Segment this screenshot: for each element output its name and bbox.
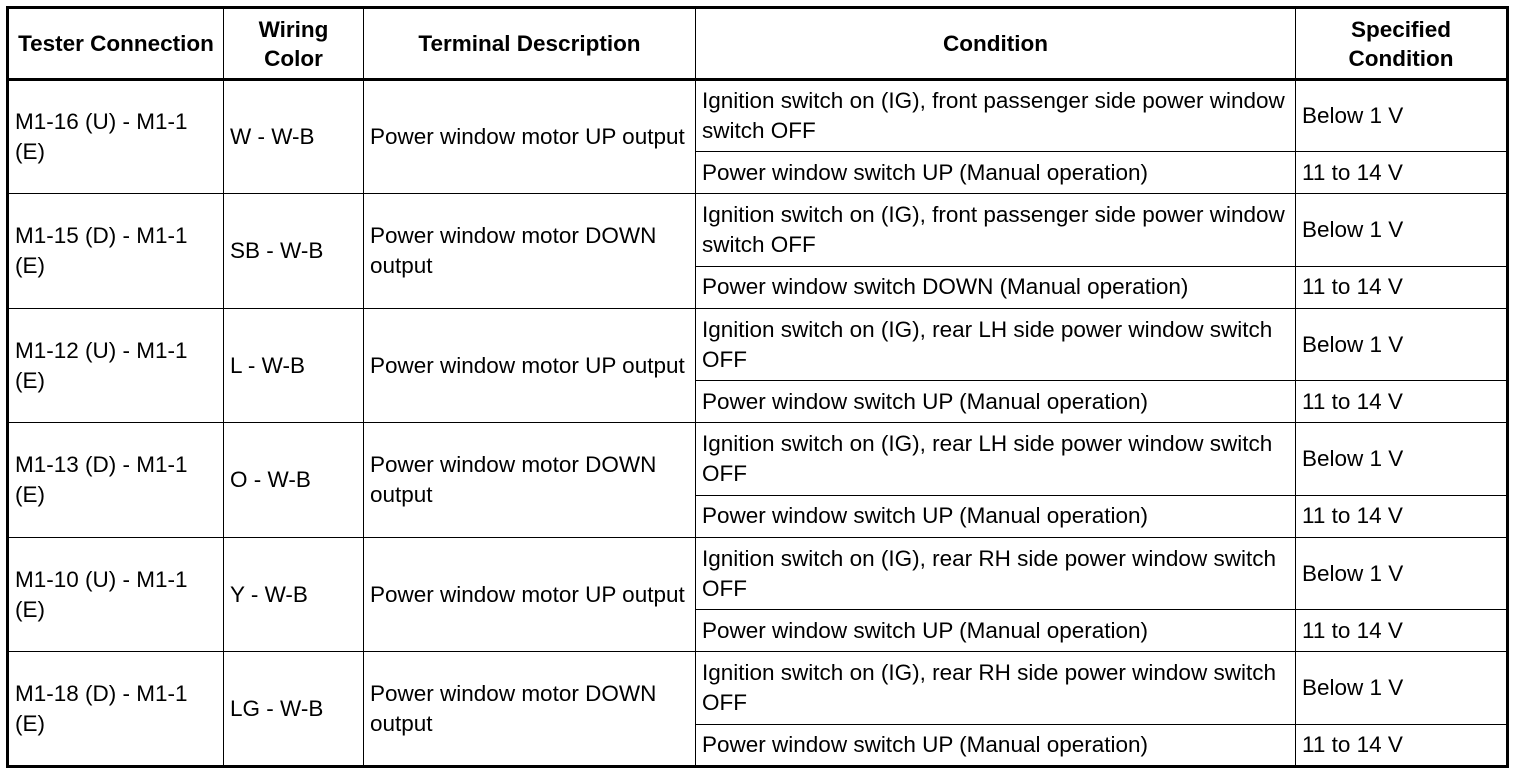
specified-condition-cell: 11 to 14 V <box>1296 152 1508 194</box>
header-tester-connection: Tester Connection <box>8 8 224 80</box>
table-row <box>8 194 1508 266</box>
specified-condition-cell: 11 to 14 V <box>1296 381 1508 423</box>
terminal-description-cell: Power window motor UP output <box>364 80 696 194</box>
condition-cell: Power window switch UP (Manual operation) <box>696 381 1296 423</box>
specified-condition-cell: Below 1 V <box>1296 423 1508 495</box>
specified-condition-cell: Below 1 V <box>1296 652 1508 724</box>
specified-condition-cell: 11 to 14 V <box>1296 495 1508 537</box>
tester-connection-cell: M1-13 (D) - M1-1 (E) <box>8 423 224 537</box>
header-specified-condition: Specified Condition <box>1296 8 1508 80</box>
condition-cell: Power window switch UP (Manual operation) <box>696 495 1296 537</box>
condition-cell: Power window switch UP (Manual operation) <box>696 152 1296 194</box>
table-row <box>8 80 1508 152</box>
wiring-color-cell: Y - W-B <box>224 537 364 651</box>
specified-condition-cell: 11 to 14 V <box>1296 610 1508 652</box>
header-terminal-description: Terminal Description <box>364 8 696 80</box>
condition-cell: Ignition switch on (IG), rear LH side power window switch OFF <box>696 423 1296 495</box>
terminal-description-cell: Power window motor DOWN output <box>364 652 696 767</box>
terminal-description-cell: Power window motor UP output <box>364 537 696 651</box>
condition-cell: Ignition switch on (IG), front passenger side power window switch OFF <box>696 80 1296 152</box>
specified-condition-cell: Below 1 V <box>1296 194 1508 266</box>
terminal-description-cell: Power window motor DOWN output <box>364 423 696 537</box>
specified-condition-cell: 11 to 14 V <box>1296 724 1508 766</box>
header-row <box>8 8 1508 80</box>
condition-cell: Power window switch DOWN (Manual operation) <box>696 266 1296 308</box>
wiring-color-cell: LG - W-B <box>224 652 364 767</box>
wiring-color-cell: L - W-B <box>224 308 364 422</box>
table-row <box>8 423 1508 495</box>
condition-cell: Power window switch UP (Manual operation) <box>696 610 1296 652</box>
table-row <box>8 308 1508 380</box>
tester-connection-cell: M1-16 (U) - M1-1 (E) <box>8 80 224 194</box>
condition-cell: Ignition switch on (IG), front passenger side power window switch OFF <box>696 194 1296 266</box>
specified-condition-cell: Below 1 V <box>1296 308 1508 380</box>
tester-connection-cell: M1-12 (U) - M1-1 (E) <box>8 308 224 422</box>
header-wiring-color: Wiring Color <box>224 8 364 80</box>
table-row <box>8 537 1508 609</box>
condition-cell: Ignition switch on (IG), rear RH side power window switch OFF <box>696 537 1296 609</box>
tester-connection-cell: M1-15 (D) - M1-1 (E) <box>8 194 224 308</box>
tester-connection-cell: M1-10 (U) - M1-1 (E) <box>8 537 224 651</box>
condition-cell: Power window switch UP (Manual operation) <box>696 724 1296 766</box>
terminal-description-cell: Power window motor UP output <box>364 308 696 422</box>
tester-connection-cell: M1-18 (D) - M1-1 (E) <box>8 652 224 767</box>
condition-cell: Ignition switch on (IG), rear RH side power window switch OFF <box>696 652 1296 724</box>
specified-condition-cell: Below 1 V <box>1296 537 1508 609</box>
terminal-inspection-table <box>6 6 1509 768</box>
specified-condition-cell: 11 to 14 V <box>1296 266 1508 308</box>
header-condition: Condition <box>696 8 1296 80</box>
wiring-color-cell: W - W-B <box>224 80 364 194</box>
condition-cell: Ignition switch on (IG), rear LH side power window switch OFF <box>696 308 1296 380</box>
wiring-color-cell: O - W-B <box>224 423 364 537</box>
specified-condition-cell: Below 1 V <box>1296 80 1508 152</box>
wiring-color-cell: SB - W-B <box>224 194 364 308</box>
table-row <box>8 652 1508 724</box>
terminal-description-cell: Power window motor DOWN output <box>364 194 696 308</box>
